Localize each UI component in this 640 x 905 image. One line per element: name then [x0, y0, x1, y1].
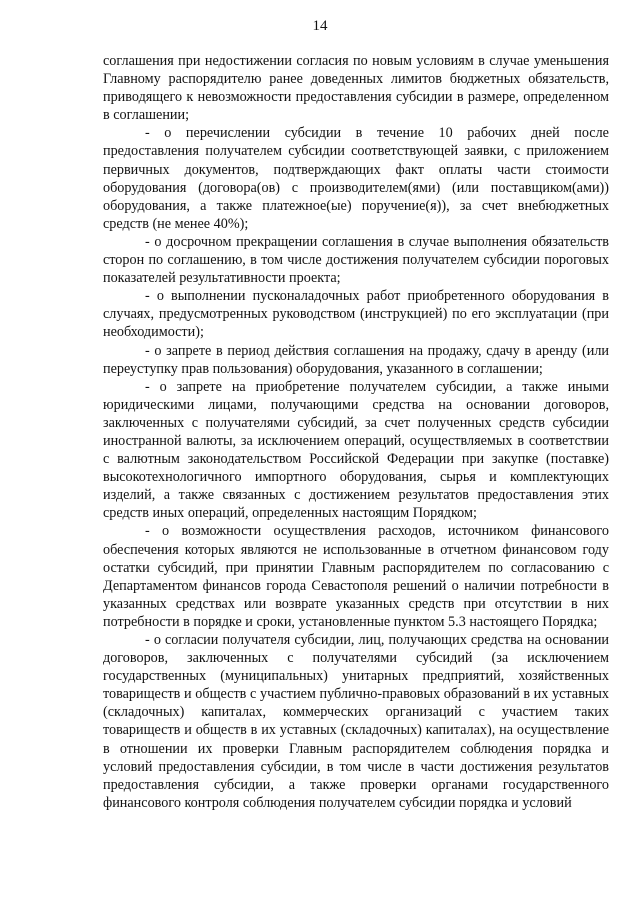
paragraph-continuation: соглашения при недостижении согласия по новым условиям в случае уменьшения Главному распорядителю ранее доведенных лимитов бюджетных обязательств, приводящего к невозможности предоставления субсидии в размере, определенном в соглашении; — [103, 53, 609, 124]
paragraph-list-item: - о согласии получателя субсидии, лиц, получающих средства на основании договоров, заключенных с получателями субсидий (за исключением государственных (муниципальных) унитарных предприятий, хозяйственных товариществ и обществ с участием публично-правовых образований в их уставных (складочных) капиталах, коммерческих организаций с участием таких товариществ и обществ в их уставных (складочных) капиталах), на осуществление в отношении их проверки Главным распорядителем соблюдения порядка и условий предоставления субсидии, в том числе в части достижения результатов предоставления субсидии, а также проверки органами государственного финансового контроля соблюдения получателем субсидии порядка и условий — [103, 632, 609, 811]
paragraph-list-item: - о запрете на приобретение получателем субсидии, а также иными юридическими лицами, получающими средства на основании договоров, заключенных с получателями субсидий, за счет полученных средств субсидии иностранной валюты, за исключением операций, осуществляемых в соответствии с валютным законодательством Российской Федерации при закупке (поставке) высокотехнологичного импортного оборудования, сырья и комплектующих изделий, а также связанных с достижением результатов предоставления этих средств иных операций, определенных настоящим Порядком; — [103, 378, 609, 522]
paragraph-list-item: - о перечислении субсидии в течение 10 рабочих дней после предоставления получателем субсидии соответствующей заявки, с приложением первичных документов, подтверждающих факт оплаты части стоимости оборудования (договора(ов) с производителем(ями) (или поставщиком(ами)) оборудования, а также платежное(ые) поручение(я)), за счет внебюджетных средств (не менее 40%); — [103, 125, 609, 232]
page-number: 14 — [312, 18, 328, 34]
paragraph-list-item: - о выполнении пусконаладочных работ приобретенного оборудования в случаях, предусмотренных руководством (инструкцией) по его эксплуатации (при необходимости); — [103, 288, 609, 341]
paragraph-list-item: - о запрете в период действия соглашения на продажу, сдачу в аренду (или переуступку прав пользования) оборудования, указанного в соглашении; — [103, 342, 609, 377]
document-body — [103, 52, 609, 812]
paragraph-list-item: - о возможности осуществления расходов, источником финансового обеспечения которых являются не использованные в отчетном финансовом году остатки субсидий, при принятии Главным распорядителем по согласованию с Департаментом финансов города Севастополя решений о наличии потребности в указанных средствах или возврате указанных средств при отсутствии в них потребности в порядке и сроки, установленные пунктом 5.3 настоящего Порядка; — [103, 523, 609, 630]
paragraph-list-item: - о досрочном прекращении соглашения в случае выполнения обязательств сторон по соглашению, в том числе достижения получателем субсидии пороговых показателей результативности проекта; — [103, 233, 609, 287]
